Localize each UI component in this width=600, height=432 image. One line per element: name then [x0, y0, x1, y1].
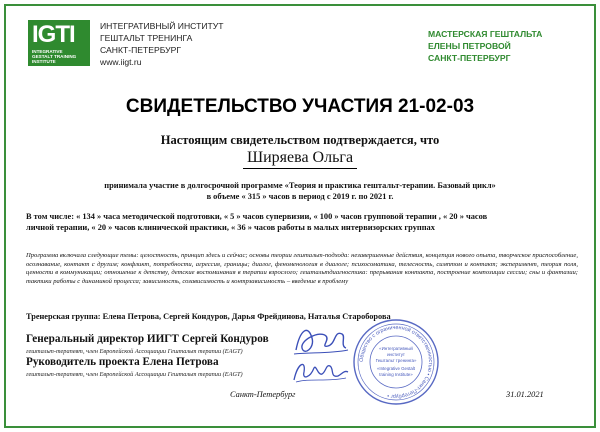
- logo-text: IGTI: [32, 21, 75, 48]
- issue-date: 31.01.2021: [506, 390, 544, 399]
- institute-header: [100, 20, 223, 68]
- stamp-center-line: институт: [387, 352, 405, 357]
- manager-title: Руководитель проекта Елена Петрова: [26, 356, 219, 368]
- masterskaya-line: САНКТ-ПЕТЕРБУРГ: [428, 53, 511, 63]
- stamp-center-line: training Institute»: [379, 372, 413, 377]
- including-hours-text: В том числе: « 134 » часа методической подготовки, « 5 » часов супервизии, « 100 » часов групповой терапии , « 20 » часов личной терапии, « 20 » часов клинической практики, « 36 » часов работы в малых интервизорских группах: [26, 212, 488, 232]
- city-label: Санкт-Петербург: [230, 390, 296, 399]
- stamp-center-line: «Integrative Gestalt: [376, 366, 416, 371]
- institute-line: САНКТ-ПЕТЕРБУРГ: [100, 45, 181, 55]
- igti-logo: [28, 20, 90, 66]
- participation-text: принимала участие в долгосрочной программе «Теория и практика гештальт-терапии. Базовый цикл» в объеме « 315 » часов в период с 2019 г. по 2021 г.: [104, 181, 496, 201]
- manager-subtitle: гештальт-терапевт, член Европейской Ассоциации Гештальт терапии (EAGT): [26, 371, 243, 378]
- masterskaya-line: ЕЛЕНЫ ПЕТРОВОЙ: [428, 41, 511, 51]
- stamp-ring-text: Общество с ограниченной ответственностью • Санкт-Петербург •: [358, 324, 434, 400]
- participant-name: Ширяева Ольга: [243, 148, 357, 169]
- logo-subtext: INTEGRATIVE GESTALT TRAINING INSTITUTE: [32, 49, 77, 64]
- stamp-center-line: «Интегративный: [379, 346, 413, 351]
- masterskaya-line: МАСТЕРСКАЯ ГЕШТАЛЬТА: [428, 29, 543, 39]
- institute-line: ГЕШТАЛЬТ ТРЕНИНГА: [100, 33, 193, 43]
- stamp-center-line: Гештальт тренинга»: [375, 358, 417, 363]
- confirm-text: Настоящим свидетельством подтверждается, что: [160, 133, 440, 147]
- institute-website: www.iigt.ru: [100, 57, 142, 67]
- trainer-group: Тренерская группа: Елена Петрова, Сергей Кондуров, Дарья Фрейдинова, Наталья Староборова: [26, 312, 391, 321]
- director-subtitle: гештальт-терапевт, член Европейской Ассоциации Гештальт терапии (EAGT): [26, 348, 243, 355]
- manager-signature: [286, 356, 350, 386]
- certificate-title: СВИДЕТЕЛЬСТВО УЧАСТИЯ 21-02-03: [125, 96, 475, 117]
- director-title: Генеральный директор ИИГТ Сергей Кондуров: [26, 333, 269, 345]
- participant-name-row: [0, 148, 600, 169]
- masterskaya-header: [428, 28, 578, 64]
- institute-line: ИНТЕГРАТИВНЫЙ ИНСТИТУТ: [100, 21, 224, 31]
- organization-stamp: [352, 318, 440, 406]
- program-topics: Программа включала следующие темы: целостность, принцип здесь и сейчас; основы теории гештальт-подхода: незавершенные действия, концепция нового опыта, творческое приспособление, осознавание, контакт с другим; конфликт, потребности, агрессия, границы; диалог, феноменология в диалоге; психосоматика, телесность, симптом и контакт; эксперимент, теория поля, ценности в коммуникации; отношение к детству, детские воспоминания в терапии взрослого; гештальтдиагностика: прерывания контакта, построение композиции сессии; сны и фантазии; тактики работы с динамикой процесса; зависимость, созависимость и контрзависимость – введение в проблему: [26, 252, 578, 286]
